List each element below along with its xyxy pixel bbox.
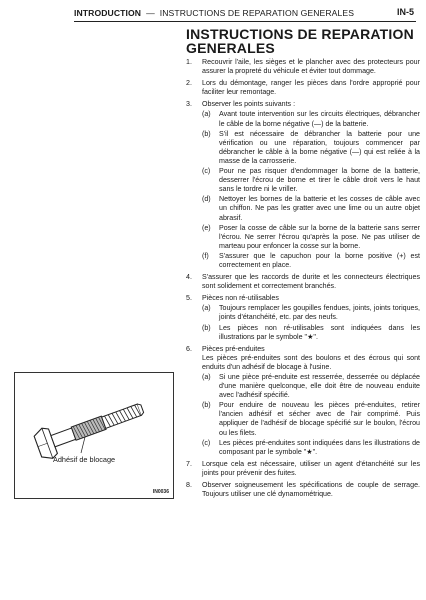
sub-item [202,439,420,457]
sub-item-text: Si une pièce pré-enduite est resserrée, desserrée ou déplacée d'une manière quelconque, elle doit être de nouveau enduite avec l'adhésif spécifié. [219,373,420,400]
item-number: 3. [186,100,192,109]
sub-item-letter: (a) [202,110,211,119]
sub-item-text: Nettoyer les bornes de la batterie et les cosses de câble avec un chiffon. Ne pas les gratter avec une lime ou un autre objet abrasif. [219,195,420,222]
item-number: 1. [186,58,192,66]
sub-item-text: Poser la cosse de câble sur la borne de la batterie sans serrer l'écrou. Ne serrer l'écrou qu'après la pose. Ne pas utiliser de marteau pour enfoncer la cosse sur la borne. [219,223,420,250]
item-number: 4. [186,273,192,282]
sub-item-letter: (a) [202,304,211,313]
sub-item [202,224,420,251]
bolt-icon [15,373,173,498]
sub-item [202,304,420,322]
instruction-item [186,294,420,341]
sub-item [202,252,420,270]
header-dash: — [146,8,155,18]
instruction-item [186,58,420,76]
sub-item-text: S'il est nécessaire de débrancher la batterie pour une vérification ou une réparation, toujours commencer par débrancher le câble à la borne négative (—) qui est reliée à la masse de la carrosserie. [219,129,420,165]
sub-item [202,130,420,166]
bolt-figure [14,372,174,499]
page-header [14,4,416,24]
header-subtitle: INSTRUCTIONS DE REPARATION GENERALES [159,8,355,18]
instruction-item [186,79,420,97]
sub-item-text: Les pièces non ré-utilisables sont indiquées dans les illustrations par le symbole "★". [219,323,420,341]
sub-item-letter: (c) [202,438,211,447]
sub-item-letter: (c) [202,167,211,176]
instruction-item [186,481,420,499]
sub-item-letter: (b) [202,129,211,138]
instruction-item [186,345,420,457]
item-number: 7. [186,459,192,468]
sub-item [202,401,420,437]
item-text: Observer soigneusement les spécifications de couple de serrage. Toujours utiliser une clé dynamométrique. [202,481,420,499]
item-number: 2. [186,79,192,88]
sub-item-text: Avant toute intervention sur les circuits électriques, débrancher le câble de la borne négative (—) de la batterie. [219,110,420,128]
sub-item-letter: (f) [202,251,209,260]
item-text: Lors du démontage, ranger les pièces dans l'ordre approprié pour faciliter leur remontage. [202,79,420,97]
header-rule [74,21,416,22]
sub-item-letter: (b) [202,401,211,410]
sub-item-text: Pour enduire de nouveau les pièces pré-enduites, retirer l'ancien adhésif et sécher avec de l'air comprimé. Puis appliquer de l'adhésif de blocage spécifié sur le boulon, l'écrou ou les filets. [219,401,420,437]
item-text: S'assurer que les raccords de durite et les connecteurs électriques sont solidement et correctement branchés. [202,273,420,291]
sub-item [202,373,420,400]
item-number: 5. [186,294,192,303]
page-title: INSTRUCTIONS DE REPARATION GENERALES [186,26,414,56]
sub-item-letter: (a) [202,373,211,381]
sub-item-text: Les pièces pré-enduites sont indiquées dans les illustrations de composant par le symbole "★". [219,438,420,456]
item-text: Pièces non ré-utilisables [202,294,279,303]
item-number: 6. [186,344,192,353]
sub-item-text: Toujours remplacer les goupilles fendues, joints, joints toriques, joints d'étanchéité, etc. par des neufs. [219,304,420,322]
sub-item [202,195,420,222]
header-section: INTRODUCTION [74,8,142,18]
figure-caption: Adhésif de blocage [53,455,116,464]
instruction-list [186,58,420,502]
sub-item-letter: (b) [202,323,211,332]
item-text: Recouvrir l'aile, les sièges et le plancher avec des protecteurs pour assurer la propreté du véhicule et éviter tout dommage. [202,58,420,76]
instruction-item [186,273,420,291]
sub-item-text: S'assurer que le capuchon pour la borne positive (+) est correctement en place. [219,251,420,269]
sub-item [202,110,420,128]
item-text: Observer les points suivants : [202,100,296,109]
sub-item-letter: (e) [202,223,211,232]
item-text: Pièces pré-enduites [202,344,265,353]
sub-item-letter: (d) [202,195,211,204]
item-paragraph: Les pièces pré-enduites sont des boulons et des écrous qui sont enduits d'un adhésif de blocage à l'usine. [202,353,420,371]
header-text [74,8,354,18]
item-text: Lorsque cela est nécessaire, utiliser un agent d'étanchéité sur les joints pour prévenir des fuites. [202,459,420,477]
sub-item [202,167,420,194]
sub-item-text: Pour ne pas risquer d'endommager la borne de la batterie, desserrer l'écrou de borne et tirer le câble droit vers le haut sans le tordre ni le vriller. [219,167,420,194]
item-number: 8. [186,481,192,490]
instruction-item [186,460,420,478]
sub-item [202,324,420,342]
page-number: IN-5 [396,7,414,17]
instruction-item [186,100,420,270]
figure-code: IN0036 [152,489,169,495]
